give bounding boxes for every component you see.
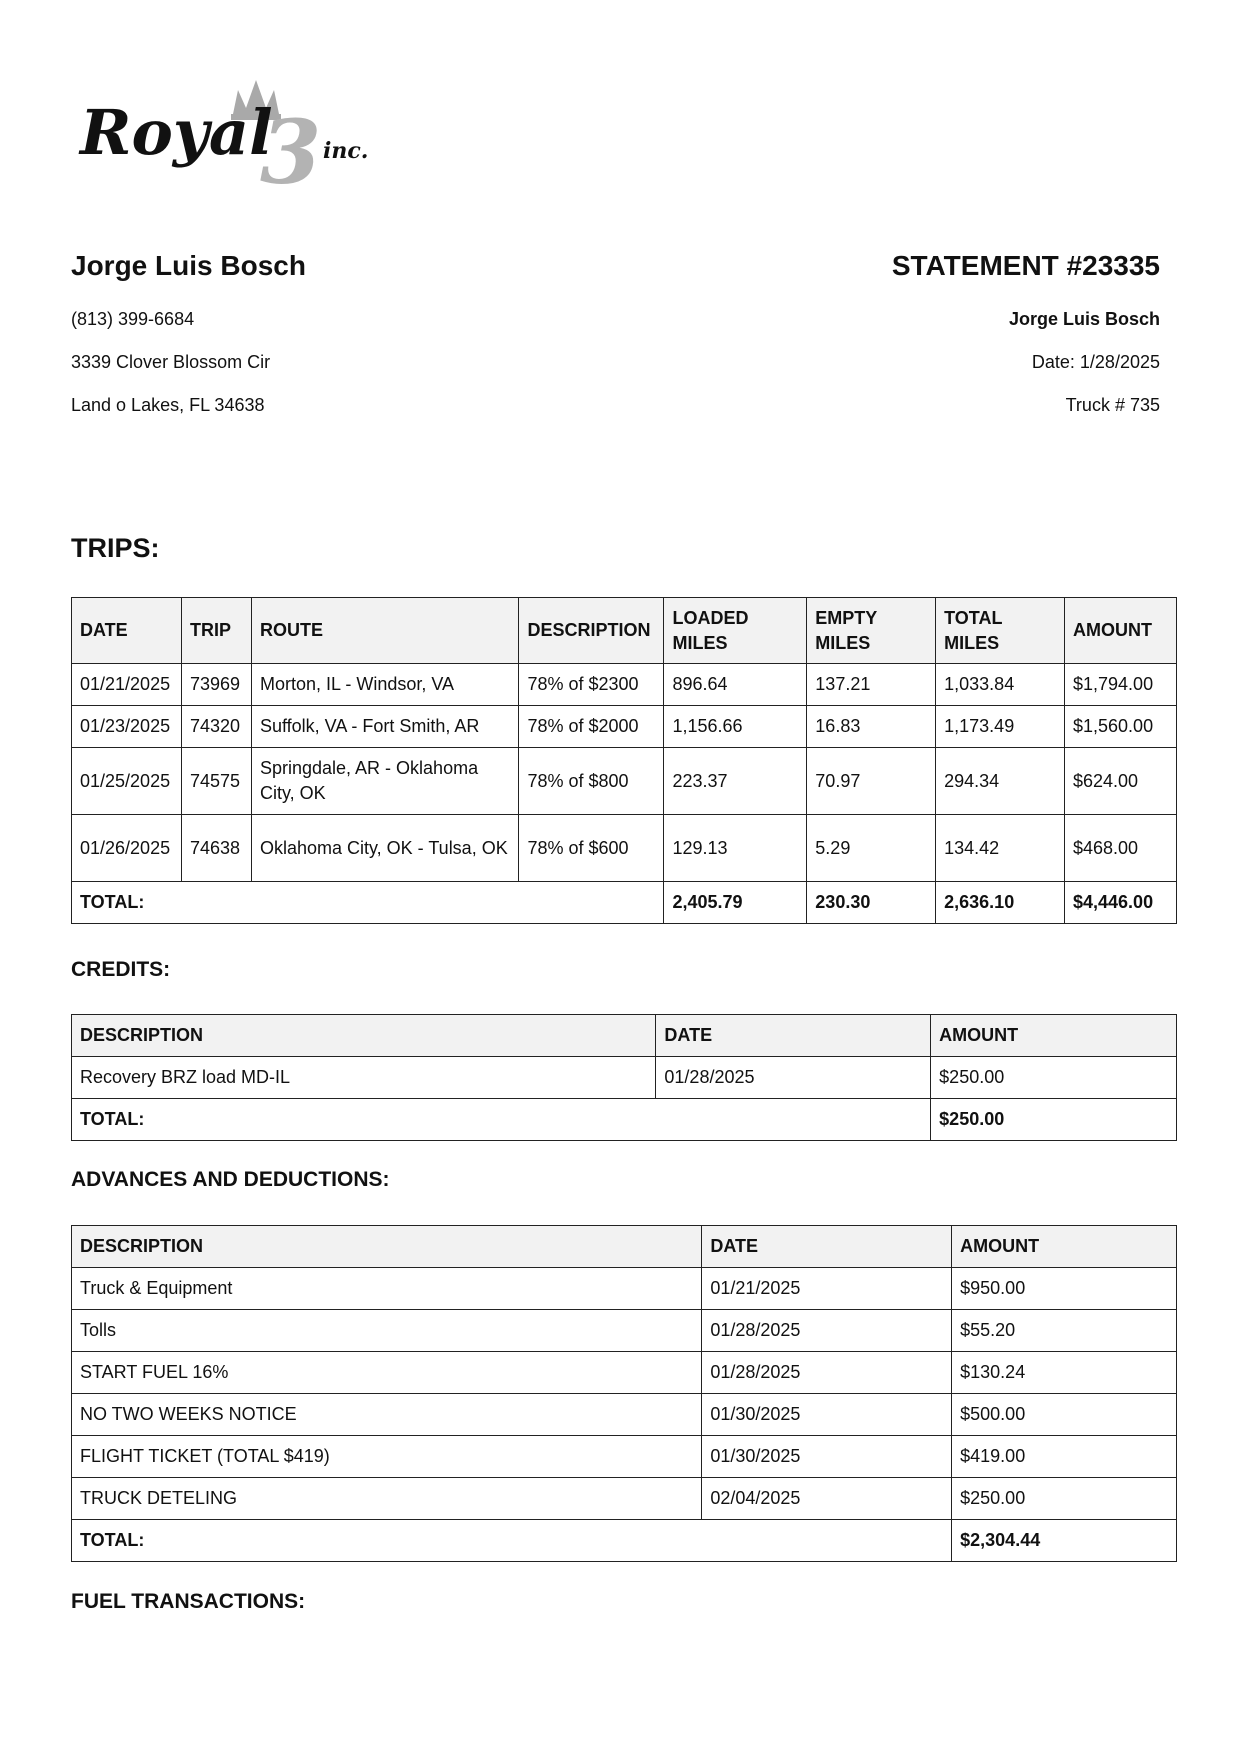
cell: $55.20	[952, 1310, 1177, 1352]
cell: Springdale, AR - Oklahoma City, OK	[251, 748, 519, 815]
cell: $1,794.00	[1065, 664, 1177, 706]
table-row	[72, 1478, 1177, 1520]
credits-heading: CREDITS:	[71, 958, 171, 981]
col-header: DATE	[656, 1015, 931, 1057]
cell: $624.00	[1065, 748, 1177, 815]
cell: Suffolk, VA - Fort Smith, AR	[251, 706, 519, 748]
col-header: AMOUNT	[952, 1226, 1177, 1268]
total-total-miles: 2,636.10	[936, 882, 1065, 924]
cell: 5.29	[807, 815, 936, 882]
cell: 01/28/2025	[702, 1352, 952, 1394]
col-header: LOADED MILES	[664, 598, 807, 664]
cell: $130.24	[952, 1352, 1177, 1394]
statement-info	[892, 250, 1160, 438]
total-label: TOTAL:	[72, 1099, 931, 1141]
cell: 01/28/2025	[656, 1057, 931, 1099]
cell: 1,033.84	[936, 664, 1065, 706]
table-row	[72, 664, 1177, 706]
cell: 01/30/2025	[702, 1436, 952, 1478]
cell: 134.42	[936, 815, 1065, 882]
cell: 78% of $2300	[519, 664, 664, 706]
cell: 01/21/2025	[702, 1268, 952, 1310]
cell: $250.00	[931, 1057, 1177, 1099]
cell: 294.34	[936, 748, 1065, 815]
driver-address-line2: Land o Lakes, FL 34638	[71, 395, 265, 415]
col-header: DATE	[72, 598, 182, 664]
cell: 137.21	[807, 664, 936, 706]
statement-title: STATEMENT #23335	[891, 250, 1160, 281]
cell: $950.00	[952, 1268, 1177, 1310]
cell: 01/28/2025	[702, 1310, 952, 1352]
total-amount: $4,446.00	[1065, 882, 1177, 924]
table-row	[72, 1352, 1177, 1394]
cell: 78% of $600	[519, 815, 664, 882]
trips-table	[71, 597, 1177, 924]
svg-text:3: 3	[260, 100, 322, 194]
fuel-heading: FUEL TRANSACTIONS:	[71, 1590, 306, 1613]
cell: Truck & Equipment	[72, 1268, 702, 1310]
statement-date: Date: 1/28/2025	[1031, 352, 1160, 372]
total-row	[72, 1099, 1177, 1141]
cell: $468.00	[1065, 815, 1177, 882]
cell: 74575	[181, 748, 251, 815]
cell: FLIGHT TICKET (TOTAL $419)	[72, 1436, 702, 1478]
cell: NO TWO WEEKS NOTICE	[72, 1394, 702, 1436]
credits-header-row	[72, 1015, 1177, 1057]
col-header: EMPTY MILES	[807, 598, 936, 664]
col-header: DESCRIPTION	[72, 1015, 656, 1057]
statement-name: Jorge Luis Bosch	[1008, 309, 1160, 329]
table-row	[72, 748, 1177, 815]
advances-header-row	[72, 1226, 1177, 1268]
statement-truck: Truck # 735	[1065, 395, 1160, 415]
col-header: AMOUNT	[1065, 598, 1177, 664]
cell: 78% of $2000	[519, 706, 664, 748]
cell: 16.83	[807, 706, 936, 748]
company-logo	[78, 78, 388, 194]
cell: 1,173.49	[936, 706, 1065, 748]
cell: 129.13	[664, 815, 807, 882]
cell: $419.00	[952, 1436, 1177, 1478]
table-row	[72, 1268, 1177, 1310]
col-header: AMOUNT	[931, 1015, 1177, 1057]
total-empty-miles: 230.30	[807, 882, 936, 924]
total-label: TOTAL:	[72, 1520, 952, 1562]
driver-address-line1: 3339 Clover Blossom Cir	[71, 352, 271, 372]
col-header: DATE	[702, 1226, 952, 1268]
cell: Tolls	[72, 1310, 702, 1352]
cell: 74320	[181, 706, 251, 748]
col-header: ROUTE	[251, 598, 519, 664]
cell: TRUCK DETELING	[72, 1478, 702, 1520]
credits-table	[71, 1014, 1177, 1141]
cell: 01/25/2025	[72, 748, 182, 815]
advances-heading: ADVANCES AND DEDUCTIONS:	[71, 1168, 390, 1191]
total-loaded-miles: 2,405.79	[664, 882, 807, 924]
table-row	[72, 815, 1177, 882]
cell: Recovery BRZ load MD-IL	[72, 1057, 656, 1099]
table-row	[72, 1394, 1177, 1436]
trips-heading: TRIPS:	[71, 533, 160, 563]
col-header: TRIP	[181, 598, 251, 664]
total-amount: $250.00	[931, 1099, 1177, 1141]
total-amount: $2,304.44	[952, 1520, 1177, 1562]
advances-table	[71, 1225, 1177, 1562]
col-header: DESCRIPTION	[72, 1226, 702, 1268]
table-row	[72, 706, 1177, 748]
cell: $250.00	[952, 1478, 1177, 1520]
cell: 1,156.66	[664, 706, 807, 748]
cell: 01/21/2025	[72, 664, 182, 706]
total-label: TOTAL:	[72, 882, 664, 924]
cell: 896.64	[664, 664, 807, 706]
svg-text:inc.: inc.	[323, 138, 369, 164]
col-header: TOTAL MILES	[936, 598, 1065, 664]
driver-phone: (813) 399-6684	[71, 309, 195, 329]
table-row	[72, 1436, 1177, 1478]
cell: 70.97	[807, 748, 936, 815]
cell: 01/23/2025	[72, 706, 182, 748]
cell: 01/26/2025	[72, 815, 182, 882]
cell: START FUEL 16%	[72, 1352, 702, 1394]
driver-info	[71, 250, 306, 438]
cell: 73969	[181, 664, 251, 706]
col-header: DESCRIPTION	[519, 598, 664, 664]
table-row	[72, 1310, 1177, 1352]
cell: $1,560.00	[1065, 706, 1177, 748]
driver-name: Jorge Luis Bosch	[71, 250, 306, 281]
cell: 01/30/2025	[702, 1394, 952, 1436]
cell: 223.37	[664, 748, 807, 815]
cell: Oklahoma City, OK - Tulsa, OK	[251, 815, 519, 882]
svg-text:Royal: Royal	[80, 96, 273, 169]
cell: Morton, IL - Windsor, VA	[251, 664, 519, 706]
total-row	[72, 1520, 1177, 1562]
cell: $500.00	[952, 1394, 1177, 1436]
cell: 74638	[181, 815, 251, 882]
cell: 78% of $800	[519, 748, 664, 815]
total-row	[72, 882, 1177, 924]
cell: 02/04/2025	[702, 1478, 952, 1520]
table-row	[72, 1057, 1177, 1099]
trips-header-row	[72, 598, 1177, 664]
